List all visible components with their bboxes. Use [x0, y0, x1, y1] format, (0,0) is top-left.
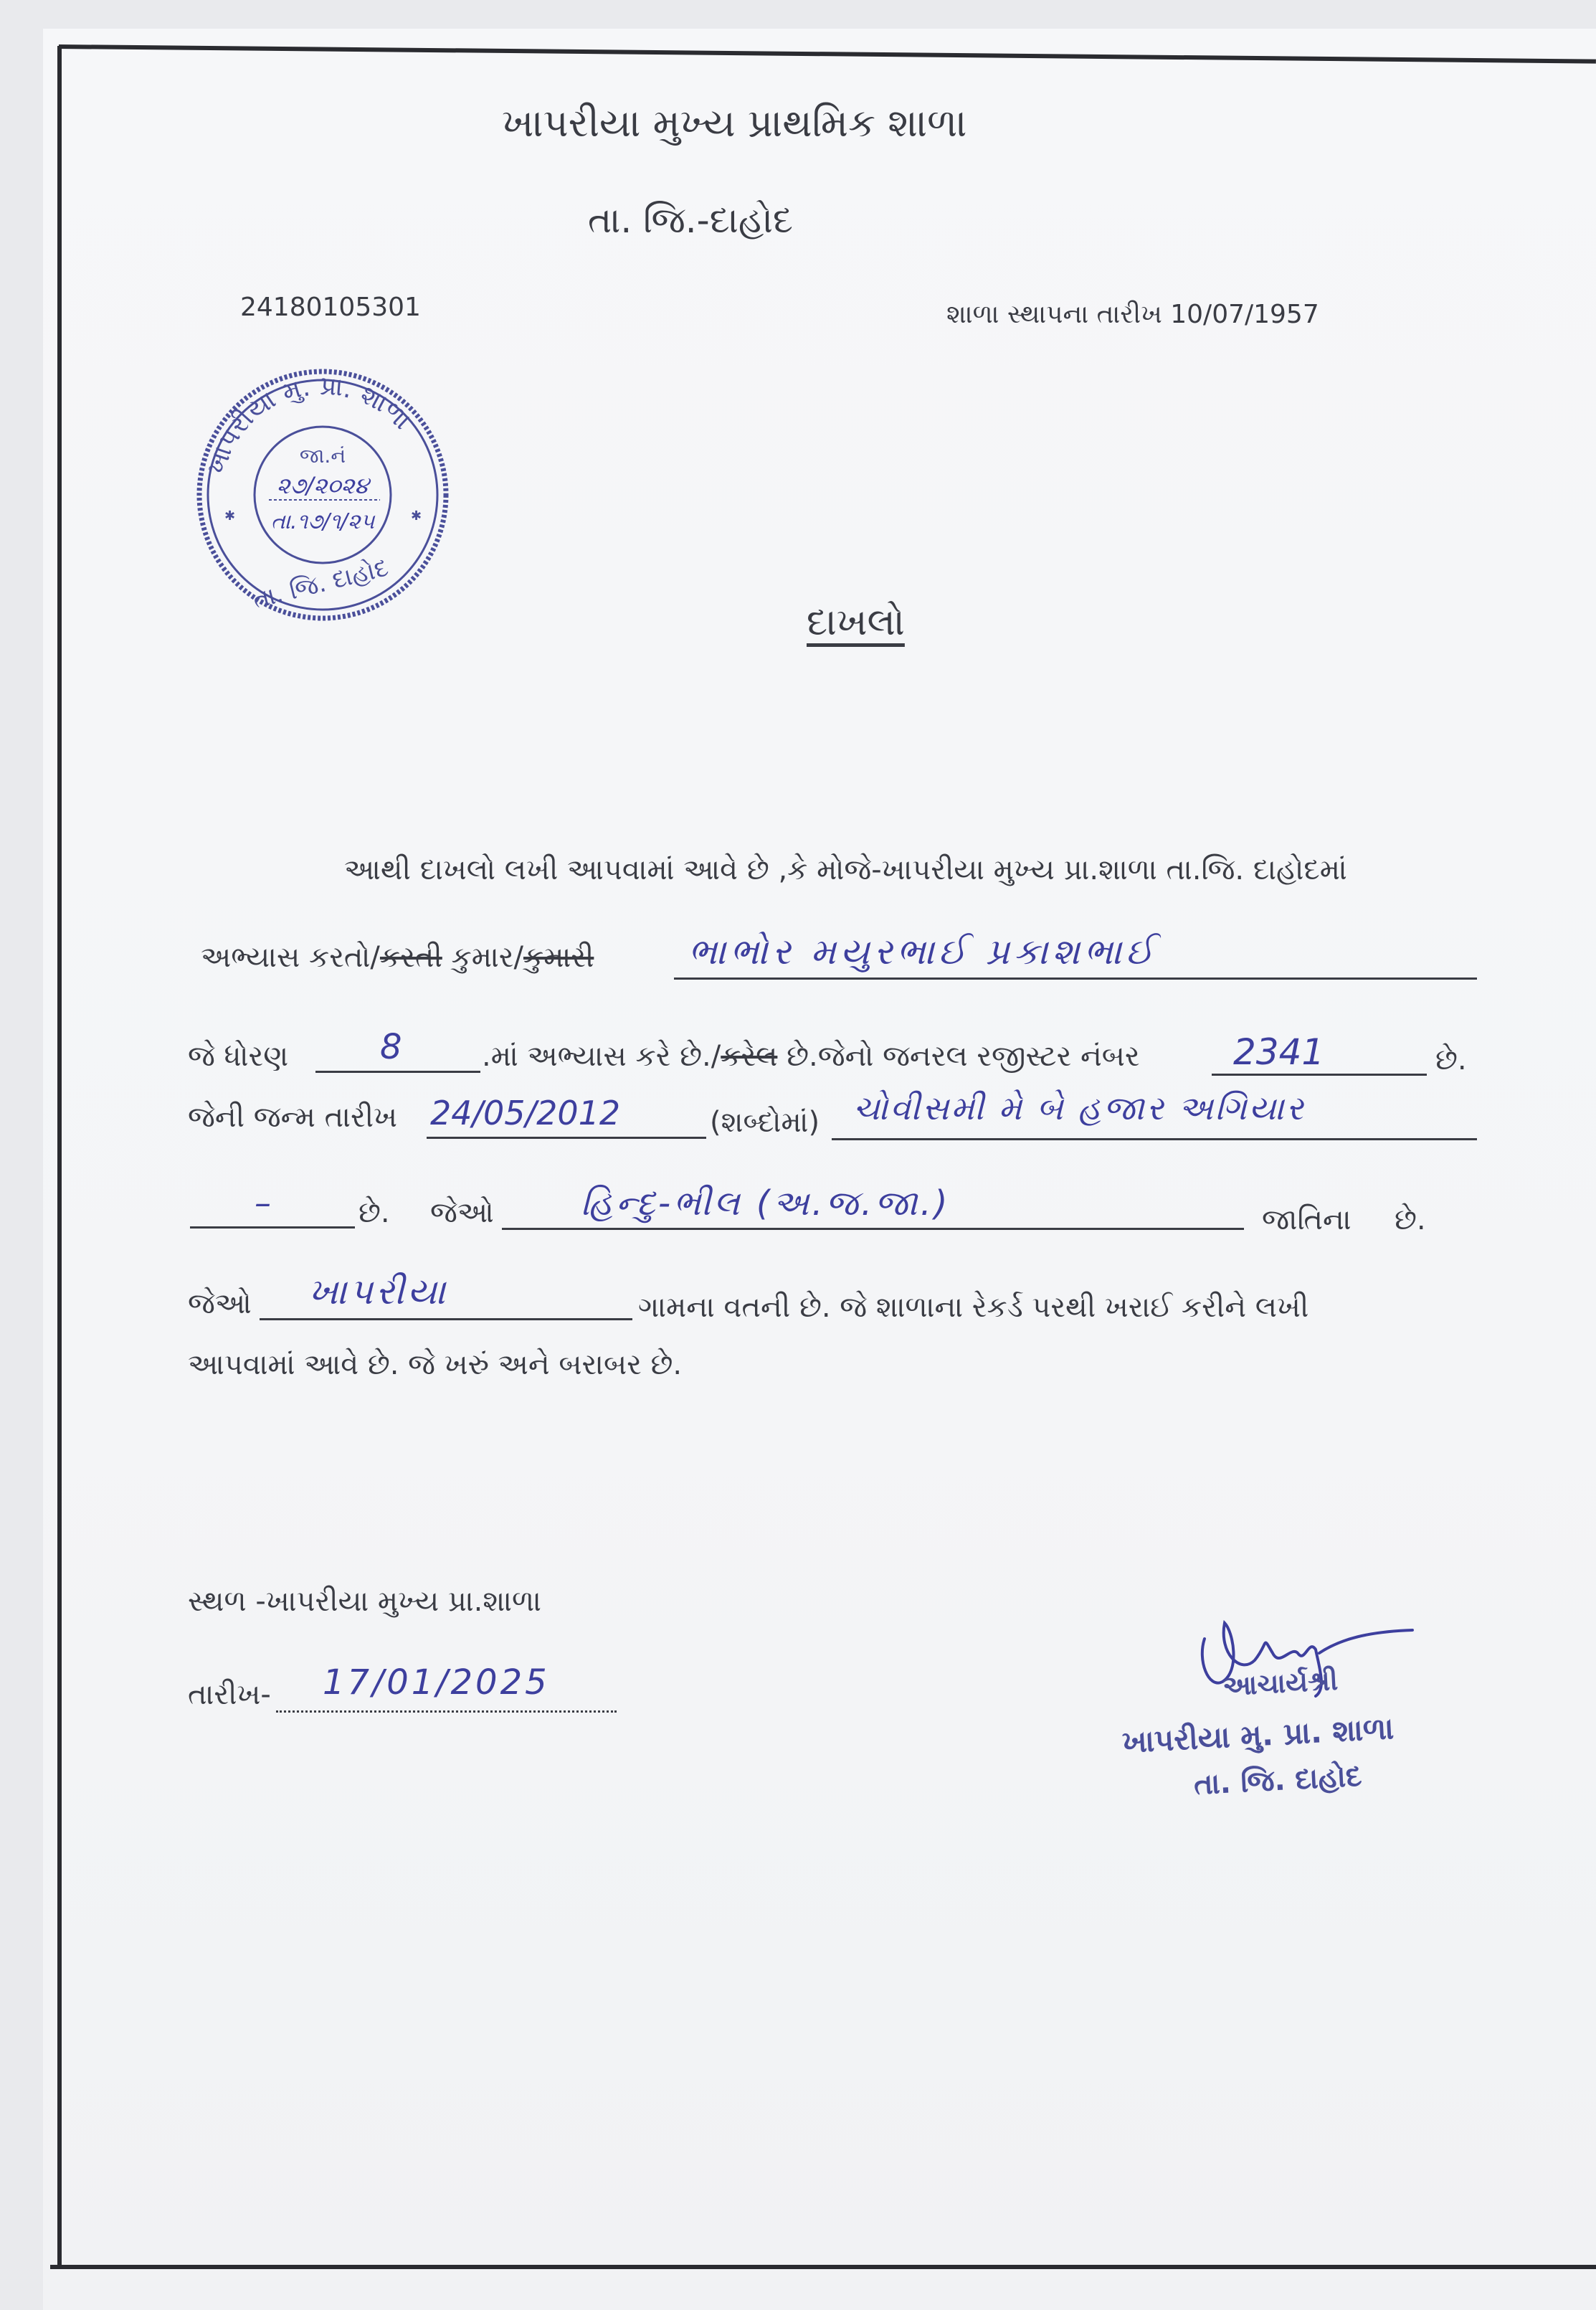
dob-words-underline — [832, 1138, 1477, 1140]
established-date: શાળા સ્થાપના તારીખ 10/07/1957 — [946, 300, 1319, 329]
standard-value: 8 — [380, 1027, 402, 1067]
standard-label: જે ધોરણ — [188, 1040, 289, 1073]
line5-jeo: જેઓ — [430, 1196, 494, 1229]
page-border-left — [57, 46, 62, 2269]
caste-value: હિન્દુ-ભીલ (અ.જ.જા.) — [581, 1183, 951, 1223]
body-line-7: આપવામાં આવે છે. જે ખરું અને બરાબર છે. — [188, 1348, 683, 1381]
village-label: જેઓ — [188, 1287, 252, 1320]
svg-text:✱: ✱ — [411, 508, 422, 524]
signature-stamp-district: તા. જિ. દાહોદ — [1192, 1759, 1363, 1802]
date-underline — [276, 1710, 617, 1713]
school-code: 24180105301 — [240, 293, 421, 322]
signature-stamp-school: ખાપરીયા મુ. પ્રા. શાળા — [1121, 1710, 1395, 1760]
stamp-date: તા.૧૭/૧/૨૫ — [270, 509, 375, 534]
register-number: 2341 — [1233, 1031, 1325, 1073]
register-suffix: છે. — [1435, 1043, 1467, 1076]
caste-suffix: છે. — [1395, 1203, 1426, 1236]
village-value: ખાપરીયા — [308, 1271, 449, 1312]
line5-che: છે. — [358, 1196, 390, 1229]
place: સ્થળ -ખાપરીયા મુખ્ય પ્રા.શાળા — [188, 1585, 541, 1618]
body-line-6: ગામના વતની છે. જે શાળાના રેકર્ડ પરથી ખરાઈ કરીને લખી — [638, 1291, 1309, 1324]
school-round-stamp — [190, 362, 455, 628]
blank-underline — [190, 1226, 355, 1229]
stamp-no-value: ૨૭/૨૦૨૪ — [276, 472, 369, 499]
date-value: 17/01/2025 — [323, 1662, 550, 1703]
school-name: ખાપરીયા મુખ્ય પ્રાથમિક શાળા — [502, 100, 967, 146]
caste-underline — [502, 1228, 1244, 1230]
stamp-bottom-text: તા. જિ. દાહોદ — [250, 553, 391, 615]
register-underline — [1212, 1074, 1427, 1076]
body-line-3: .માં અભ્યાસ કરે છે./કરેલ છે.જેનો જનરલ રજીસ્ટર નંબર — [482, 1040, 1140, 1073]
dob-words-label: (શબ્દોમાં) — [710, 1106, 820, 1139]
dob-underline — [427, 1137, 706, 1139]
signature-stamp-title: આચાર્યશ્રી — [1221, 1664, 1339, 1703]
date-label: તારીખ- — [188, 1678, 271, 1711]
blank-value: – — [255, 1183, 271, 1222]
village-underline — [260, 1318, 632, 1320]
dob-words-value: ચોવીસમી મે બે હજાર અગિયાર — [853, 1089, 1306, 1127]
certificate-title: દાખલો — [807, 601, 905, 644]
taluka-district: તા. જિ.-દાહોદ — [588, 199, 793, 241]
page-border-bottom — [50, 2265, 1596, 2269]
body-line-2: અભ્યાસ કરતો/કરતી કુમાર/કુમારી — [201, 941, 594, 974]
stamp-ring-text: ખાપરીયા મુ. પ્રા. શાળા — [201, 371, 417, 478]
standard-underline — [315, 1071, 480, 1073]
dob-label: જેની જન્મ તારીખ — [188, 1101, 397, 1134]
stamp-no-label: જા.નં — [299, 444, 346, 468]
dob-value: 24/05/2012 — [430, 1094, 621, 1132]
body-line-1: આથી દાખલો લખી આપવામાં આવે છે ,કે મોજે-ખાપરીયા મુખ્ય પ્રા.શાળા તા.જિ. દાહોદમાં — [344, 853, 1347, 886]
svg-text:✱: ✱ — [224, 508, 236, 524]
student-name: ભાભોર મયુરભાઈ પ્રકાશભાઈ — [688, 931, 1158, 972]
name-underline — [674, 978, 1477, 980]
caste-label: જાતિના — [1262, 1203, 1352, 1236]
